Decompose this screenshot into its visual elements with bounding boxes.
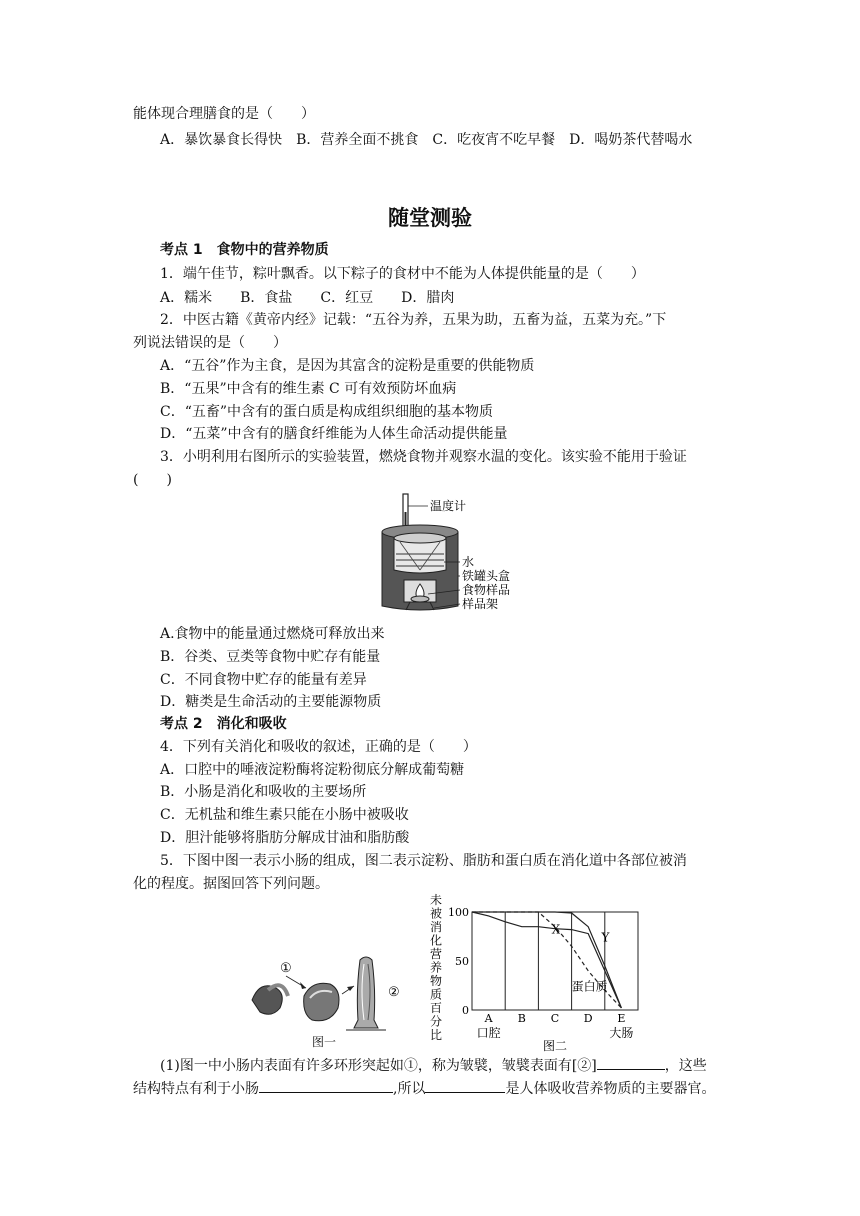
q3-stem-line1: 3．小明利用右图所示的实验装置，燃烧食物并观察水温的变化。该实验不能用于验证 bbox=[160, 449, 687, 465]
q5-sub1-text-a: (1)图一中小肠内表面有许多环形突起如①，称为皱襞，皱襞表面有[②] bbox=[160, 1058, 597, 1074]
series-line-1 bbox=[472, 912, 621, 1008]
q2-option-b: B．“五果”中含有的维生素 C 可有效预防坏血病 bbox=[160, 381, 457, 397]
mark-1: ① bbox=[280, 961, 292, 976]
q5-stem-line2: 化的程度。据图回答下列问题。 bbox=[133, 876, 329, 892]
label-can: 铁罐头盒 bbox=[462, 569, 510, 583]
blank-villus[interactable] bbox=[597, 1055, 665, 1070]
y-tick-label: 100 bbox=[448, 906, 469, 919]
ylabel-char: 养 bbox=[430, 960, 443, 975]
ylabel-char: 百 bbox=[430, 1001, 443, 1015]
q3-option-c: C．不同食物中贮存的能量有差异 bbox=[160, 672, 367, 688]
x-segment-label: E bbox=[617, 1012, 626, 1025]
y-tick-label: 0 bbox=[462, 1004, 469, 1017]
q4-option-c: C．无机盐和维生素只能在小肠中被吸收 bbox=[160, 807, 409, 823]
villus-icon bbox=[354, 957, 378, 1028]
x-segment-label: D bbox=[583, 1012, 593, 1025]
ylabel-char: 化 bbox=[430, 933, 443, 948]
series-line-2 bbox=[472, 912, 621, 1008]
knowledge-point-2: 考点 2 消化和吸收 bbox=[160, 716, 287, 732]
knowledge-point-1: 考点 1 食物中的营养物质 bbox=[160, 242, 329, 258]
ylabel-char: 被 bbox=[430, 906, 443, 921]
q5-stem-line1: 5．下图中图一表示小肠的组成，图二表示淀粉、脂肪和蛋白质在消化道中各部位被消 bbox=[160, 853, 687, 869]
blank-organ[interactable] bbox=[425, 1078, 505, 1093]
label-water: 水 bbox=[462, 555, 475, 569]
ylabel-char: 物 bbox=[430, 974, 443, 988]
calorimeter-figure bbox=[370, 492, 510, 616]
q3-stem-line2: ( ) bbox=[133, 472, 172, 488]
carryover-stem: 能体现合理膳食的是（ ） bbox=[133, 106, 315, 122]
ylabel-char: 比 bbox=[430, 1028, 443, 1042]
y-tick-label: 50 bbox=[455, 955, 469, 968]
q4-option-d: D．胆汁能够将脂肪分解成甘油和脂肪酸 bbox=[160, 830, 410, 846]
q5-sub1-text-e: 是人体吸收营养物质的主要器官。 bbox=[505, 1081, 716, 1097]
q4-stem: 4．下列有关消化和吸收的叙述，正确的是（ ） bbox=[160, 739, 477, 755]
q2-option-a: A．“五谷”作为主食，是因为其富含的淀粉是重要的供能物质 bbox=[160, 358, 535, 374]
q2-stem-line1: 2．中医古籍《黄帝内经》记载：“五谷为养，五果为助，五畜为益，五菜为充。”下 bbox=[160, 312, 667, 328]
ylabel-char: 质 bbox=[430, 987, 443, 1002]
ylabel-char: 分 bbox=[430, 1014, 443, 1029]
q5-sub1-text-c: 结构特点有利于小肠 bbox=[133, 1081, 259, 1097]
q1-stem: 1．端午佳节，粽叶飘香。以下粽子的食材中不能为人体提供能量的是（ ） bbox=[160, 266, 645, 282]
intestine-icon bbox=[252, 986, 282, 1015]
ylabel-char: 营 bbox=[430, 947, 443, 961]
q5-sub1-text-b: ，这些 bbox=[664, 1058, 707, 1074]
label-food-sample: 食物样品 bbox=[462, 583, 510, 597]
series-line-0 bbox=[472, 912, 621, 1008]
x-segment-label: B bbox=[517, 1012, 526, 1025]
ylabel-char: 未 bbox=[430, 893, 443, 907]
x-segment-sublabel: 大肠 bbox=[609, 1026, 634, 1040]
label-sample-stand: 样品架 bbox=[462, 597, 499, 611]
q3-option-a: A.食物中的能量通过燃烧可释放出来 bbox=[160, 626, 385, 642]
series-label-2: 蛋白质 bbox=[571, 979, 608, 994]
q5-sub1-line2 bbox=[133, 1078, 715, 1099]
ylabel-char: 消 bbox=[430, 920, 443, 934]
fig2-caption: 图二 bbox=[542, 1039, 568, 1052]
series-label-0: X bbox=[551, 922, 561, 937]
q5-sub1-line1 bbox=[160, 1055, 707, 1076]
y-axis-label bbox=[430, 892, 442, 1042]
q3-option-d: D．糖类是生命活动的主要能源物质 bbox=[160, 694, 382, 710]
q4-option-a: A．口腔中的唾液淀粉酶将淀粉彻底分解成葡萄糖 bbox=[160, 762, 465, 778]
section-title: 随堂测验 bbox=[388, 206, 472, 230]
q5-sub1-text-d: ,所以 bbox=[393, 1081, 426, 1097]
x-segment-sublabel: 口腔 bbox=[476, 1026, 501, 1040]
blank-benefit[interactable] bbox=[259, 1078, 393, 1093]
fig1-caption: 图一 bbox=[312, 1035, 337, 1049]
q4-option-b: B．小肠是消化和吸收的主要场所 bbox=[160, 784, 367, 800]
label-thermometer: 温度计 bbox=[430, 499, 467, 513]
q2-option-c: C．“五畜”中含有的蛋白质是构成组织细胞的基本物质 bbox=[160, 404, 494, 420]
digestion-chart bbox=[428, 892, 656, 1052]
x-segment-label: C bbox=[550, 1012, 560, 1025]
fold-icon bbox=[304, 983, 339, 1021]
q3-option-b: B．谷类、豆类等食物中贮存有能量 bbox=[160, 649, 381, 665]
carryover-options: A．暴饮暴食长得快 B．营养全面不挑食 C．吃夜宵不吃早餐 D．喝奶茶代替喝水 bbox=[160, 132, 693, 148]
q2-stem-line2: 列说法错误的是（ ） bbox=[133, 335, 287, 351]
q1-options: A．糯米 B．食盐 C．红豆 D．腊肉 bbox=[160, 290, 455, 306]
q2-option-d: D．“五菜”中含有的膳食纤维能为人体生命活动提供能量 bbox=[160, 426, 508, 442]
mark-2: ② bbox=[388, 985, 400, 1000]
series-label-1: Y bbox=[601, 930, 610, 945]
x-segment-label: A bbox=[484, 1012, 493, 1025]
